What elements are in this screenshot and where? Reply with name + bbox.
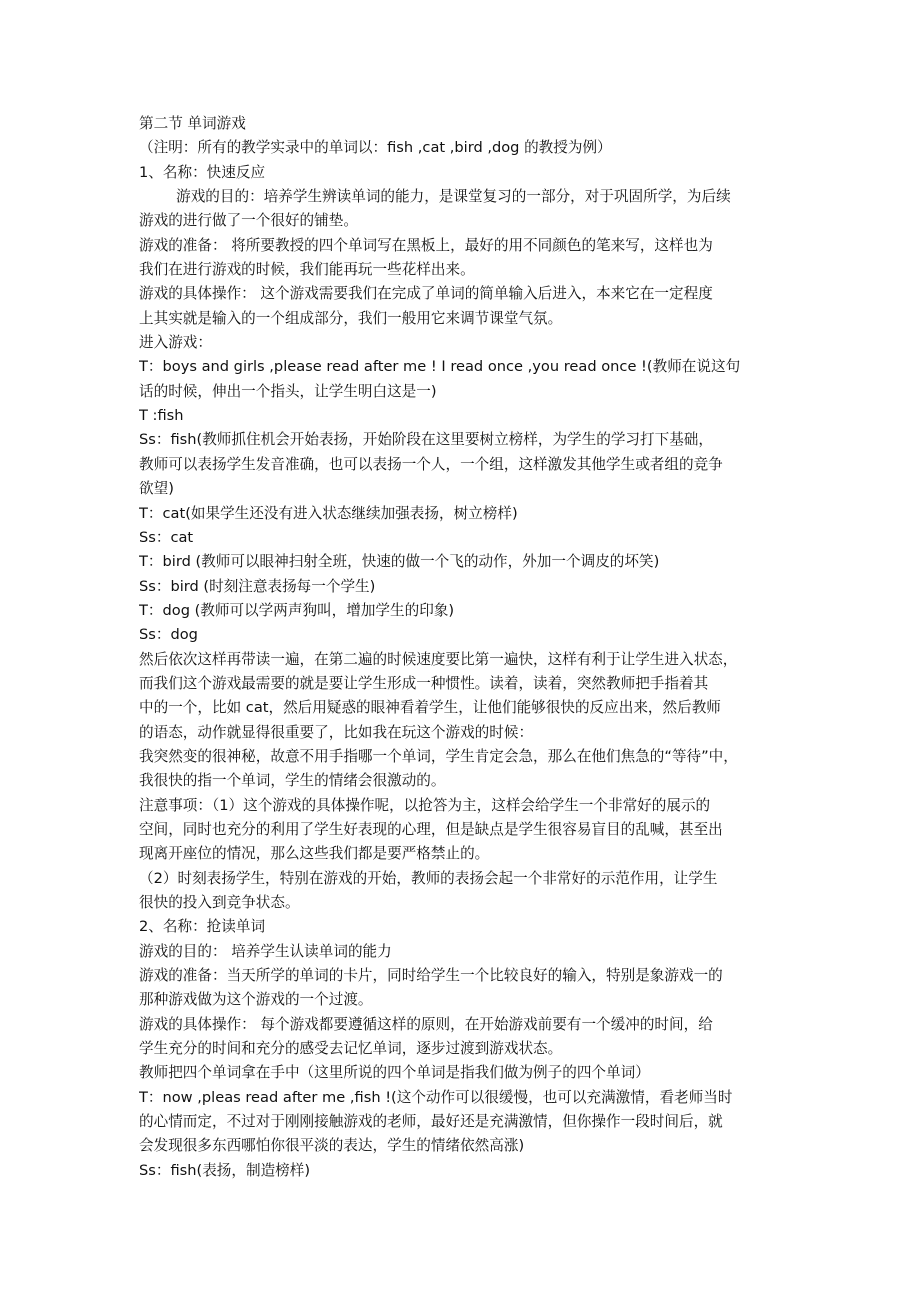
text-line: （2）时刻表扬学生，特别在游戏的开始，教师的表扬会起一个非常好的示范作用，让学生 xyxy=(139,869,718,887)
text-line: T：cat(如果学生还没有进入状态继续加强表扬，树立榜样) xyxy=(139,504,518,522)
text-line: 游戏的具体操作： 这个游戏需要我们在完成了单词的简单输入后进入，本来它在一定程度 xyxy=(139,285,713,303)
text-line: 游戏的进行做了一个很好的铺垫。 xyxy=(139,212,358,230)
text-line: 那种游戏做为这个游戏的一个过渡。 xyxy=(139,991,373,1009)
text-line: T：bird (教师可以眼神扫射全班，快速的做一个飞的动作，外加一个调皮的坏笑) xyxy=(139,553,660,571)
text-line: 中的一个，比如 cat，然后用疑惑的眼神看着学生，让他们能够很快的反应出来，然后教师 xyxy=(139,699,721,717)
text-line: T：now ,pleas read after me ,fish !(这个动作可以很缓慢，也可以充满激情，看老师当时 xyxy=(139,1088,733,1106)
text-line: 上其实就是输入的一个组成部分，我们一般用它来调节课堂气氛。 xyxy=(139,309,563,327)
text-line: Ss：cat xyxy=(139,528,194,546)
text-line: 空间，同时也充分的利用了学生好表现的心理，但是缺点是学生很容易盲目的乱喊，甚至出 xyxy=(139,820,723,838)
text-line: 教师可以表扬学生发音准确，也可以表扬一个人，一个组，这样激发其他学生或者组的竞争 xyxy=(139,455,723,473)
text-line: 教师把四个单词拿在手中（这里所说的四个单词是指我们做为例子的四个单词） xyxy=(139,1064,650,1082)
text-line: 游戏的目的：培养学生辨读单词的能力，是课堂复习的一部分，对于巩固所学，为后续 xyxy=(139,188,731,206)
text-line: T：boys and girls ,please read after me ! I read once ,you read once !(教师在说这句 xyxy=(139,358,741,376)
text-line: 会发现很多东西哪怕你很平淡的表达，学生的情绪依然高涨) xyxy=(139,1137,525,1155)
text-line: 注意事项：（1）这个游戏的具体操作呢，以抢答为主，这样会给学生一个非常好的展示的 xyxy=(139,796,711,814)
text-line: 现离开座位的情况，那么这些我们都是要严格禁止的。 xyxy=(139,845,490,863)
text-line: 游戏的具体操作： 每个游戏都要遵循这样的原则，在开始游戏前要有一个缓冲的时间，给 xyxy=(139,1015,713,1033)
text-line: 的语态，动作就显得很重要了，比如我在玩这个游戏的时候： xyxy=(139,723,534,741)
text-line: 的心情而定，不过对于刚刚接触游戏的老师，最好还是充满激情，但你操作一段时间后，就 xyxy=(139,1113,723,1131)
text-line: 我很快的指一个单词，学生的情绪会很激动的。 xyxy=(139,772,446,790)
text-line: 很快的投入到竞争状态。 xyxy=(139,894,300,911)
text-line: T：dog (教师可以学两声狗叫，增加学生的印象) xyxy=(139,601,455,619)
text-line: 学生充分的时间和充分的感受去记忆单词，逐步过渡到游戏状态。 xyxy=(139,1040,563,1058)
text-line: 我们在进行游戏的时候，我们能再玩一些花样出来。 xyxy=(139,261,475,279)
text-line: 游戏的准备： 将所要教授的四个单词写在黑板上，最好的用不同颜色的笔来写，这样也为 xyxy=(139,236,713,254)
text-line: 欲望) xyxy=(139,480,174,498)
text-line: 我突然变的很神秘，故意不用手指哪一个单词，学生肯定会急，那么在他们焦急的“等待”中， xyxy=(139,747,738,765)
section-title: 第二节 单词游戏 xyxy=(139,115,246,132)
text-line: 然后依次这样再带读一遍，在第二遍的时候速度要比第一遍快，这样有利于让学生进入状态， xyxy=(139,650,738,668)
game-1-heading: 1、名称：快速反应 xyxy=(139,163,266,181)
text-line: Ss：fish(表扬，制造榜样) xyxy=(139,1161,311,1179)
text-line: Ss：fish(教师抓住机会开始表扬，开始阶段在这里要树立榜样，为学生的学习打下基础， xyxy=(139,431,713,449)
text-line: 进入游戏： xyxy=(139,334,212,352)
text-line: 而我们这个游戏最需要的就是要让学生形成一种惯性。读着，读着，突然教师把手指着其 xyxy=(139,674,709,692)
game-2-heading: 2、名称：抢读单词 xyxy=(139,918,266,936)
text-line: 话的时候，伸出一个指头，让学生明白这是一) xyxy=(139,382,437,400)
text-line: Ss：dog xyxy=(139,626,198,644)
text-line: T :fish xyxy=(139,407,184,425)
note-line: （注明：所有的教学实录中的单词以：fish ,cat ,bird ,dog 的教授为例） xyxy=(139,139,612,157)
text-line: 游戏的准备：当天所学的单词的卡片，同时给学生一个比较良好的输入，特别是象游戏一的 xyxy=(139,967,723,985)
document-page xyxy=(139,112,787,1183)
text-line: Ss：bird (时刻注意表扬每一个学生) xyxy=(139,577,376,595)
text-line: 游戏的目的： 培养学生认读单词的能力 xyxy=(139,942,392,960)
